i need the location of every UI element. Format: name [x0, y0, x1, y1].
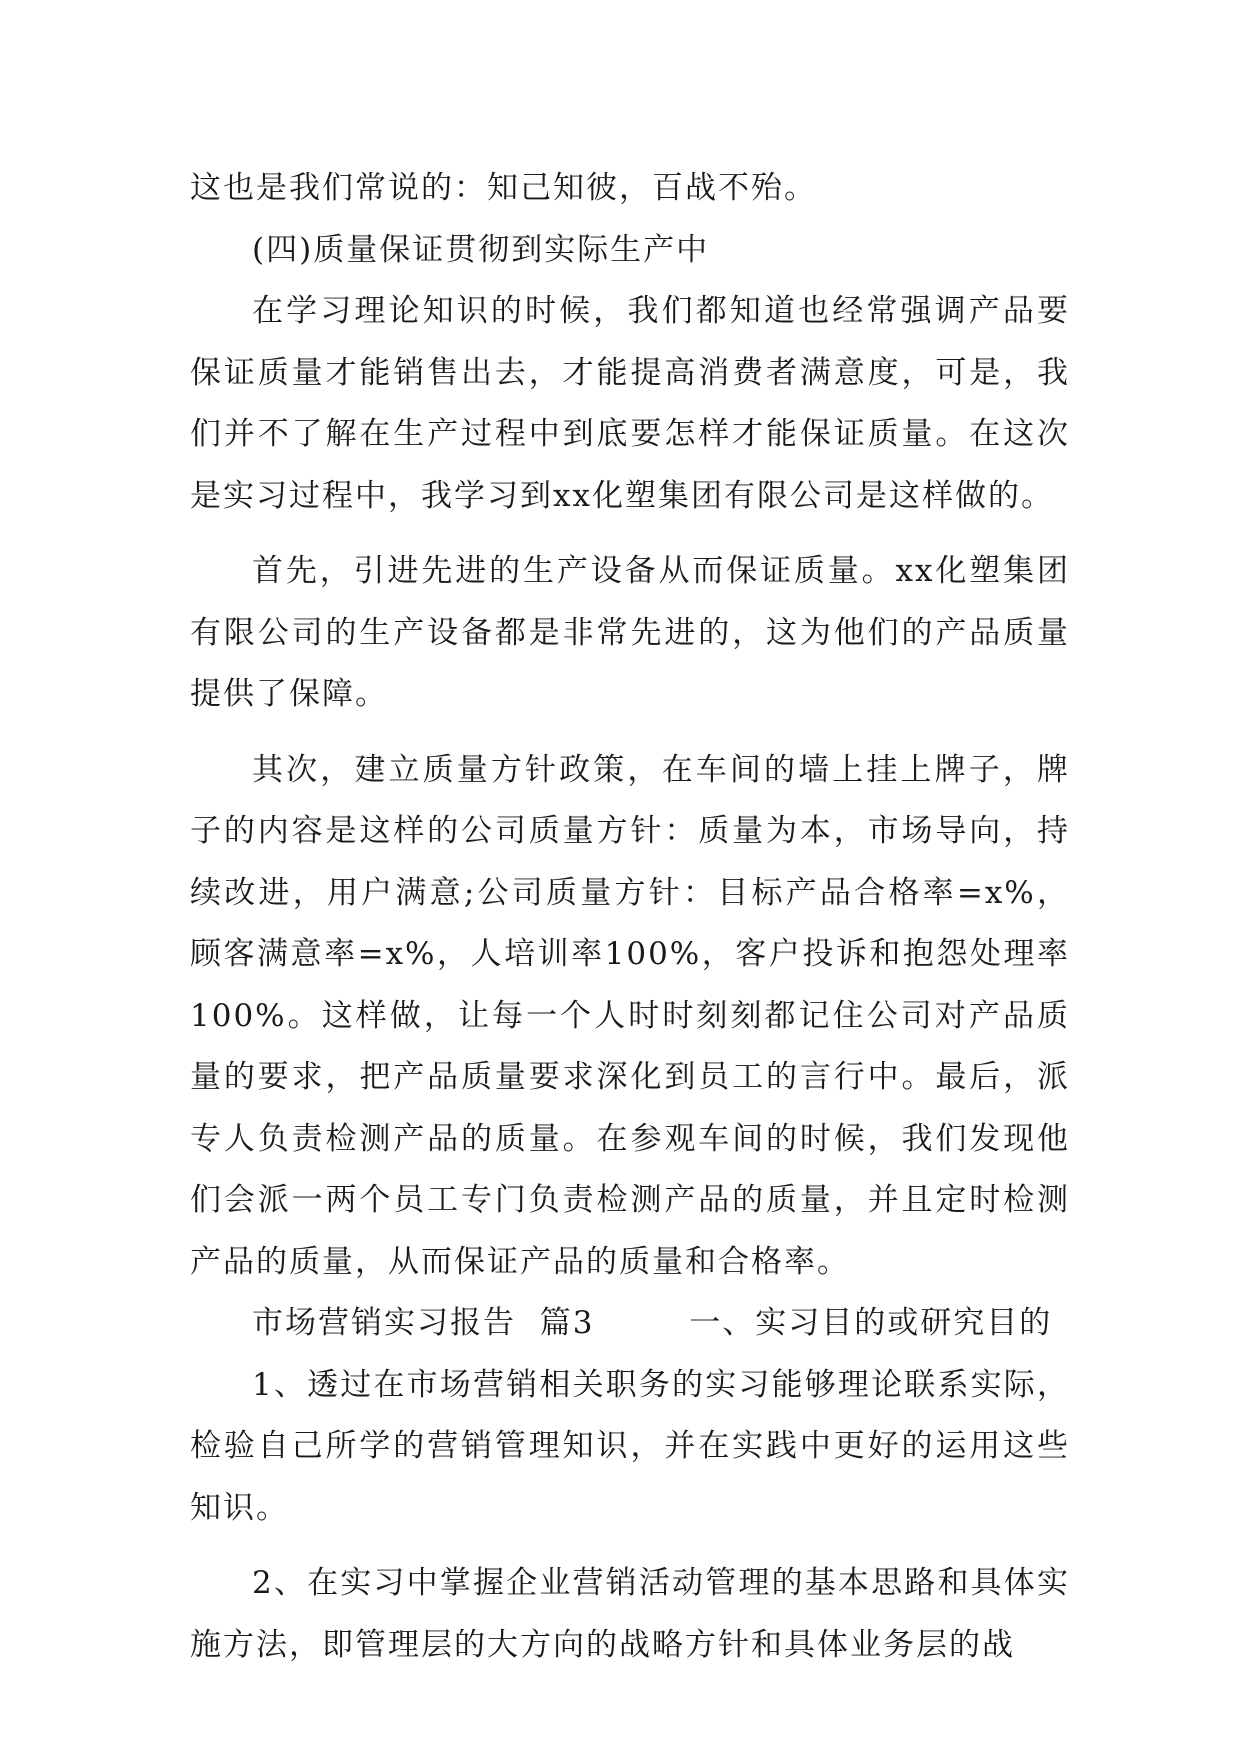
paragraph-7: 1、透过在市场营销相关职务的实习能够理论联系实际，检验自己所学的营销管理知识，并在实践中更好的运用这些知识。 — [190, 1366, 1070, 1526]
paragraph-3: 在学习理论知识的时候，我们都知道也经常强调产品要保证质量才能销售出去，才能提高消费者满意度，可是，我们并不了解在生产过程中到底要怎样才能保证质量。在这次是实习过程中，我学习到xx化塑集团有限公司是这样做的。 — [190, 293, 1070, 514]
document-body — [190, 158, 1070, 1676]
paragraph-8: 2、在实习中掌握企业营销活动管理的基本思路和具体实施方法，即管理层的大方向的战略方针和具体业务层的战 — [190, 1565, 1070, 1663]
section-heading-quality: (四)质量保证贯彻到实际生产中 — [252, 231, 710, 268]
report-heading: 市场营销实习报告 篇3 一、实习目的或研究目的 — [252, 1305, 1053, 1341]
paragraph-4: 首先，引进先进的生产设备从而保证质量。xx化塑集团有限公司的生产设备都是非常先进的，这为他们的产品质量提供了保障。 — [190, 553, 1070, 712]
paragraph-1: 这也是我们常说的：知己知彼，百战不殆。 — [190, 170, 817, 206]
paragraph-5: 其次，建立质量方针政策，在车间的墙上挂上牌子，牌子的内容是这样的公司质量方针：质量为本，市场导向，持续改进，用户满意;公司质量方针：目标产品合格率=x%，顾客满意率=x%，人培训率100%，客户投诉和抱怨处理率100%。这样做，让每一个人时时刻刻都记住公司对产品质量的要求，把产品质量要求深化到员工的言行中。最后，派专人负责检测产品的质量。在参观车间的时候，我们发现他们会派一两个员工专门负责检测产品的质量，并且定时检测产品的质量，从而保证产品的质量和合格率。 — [190, 751, 1070, 1280]
